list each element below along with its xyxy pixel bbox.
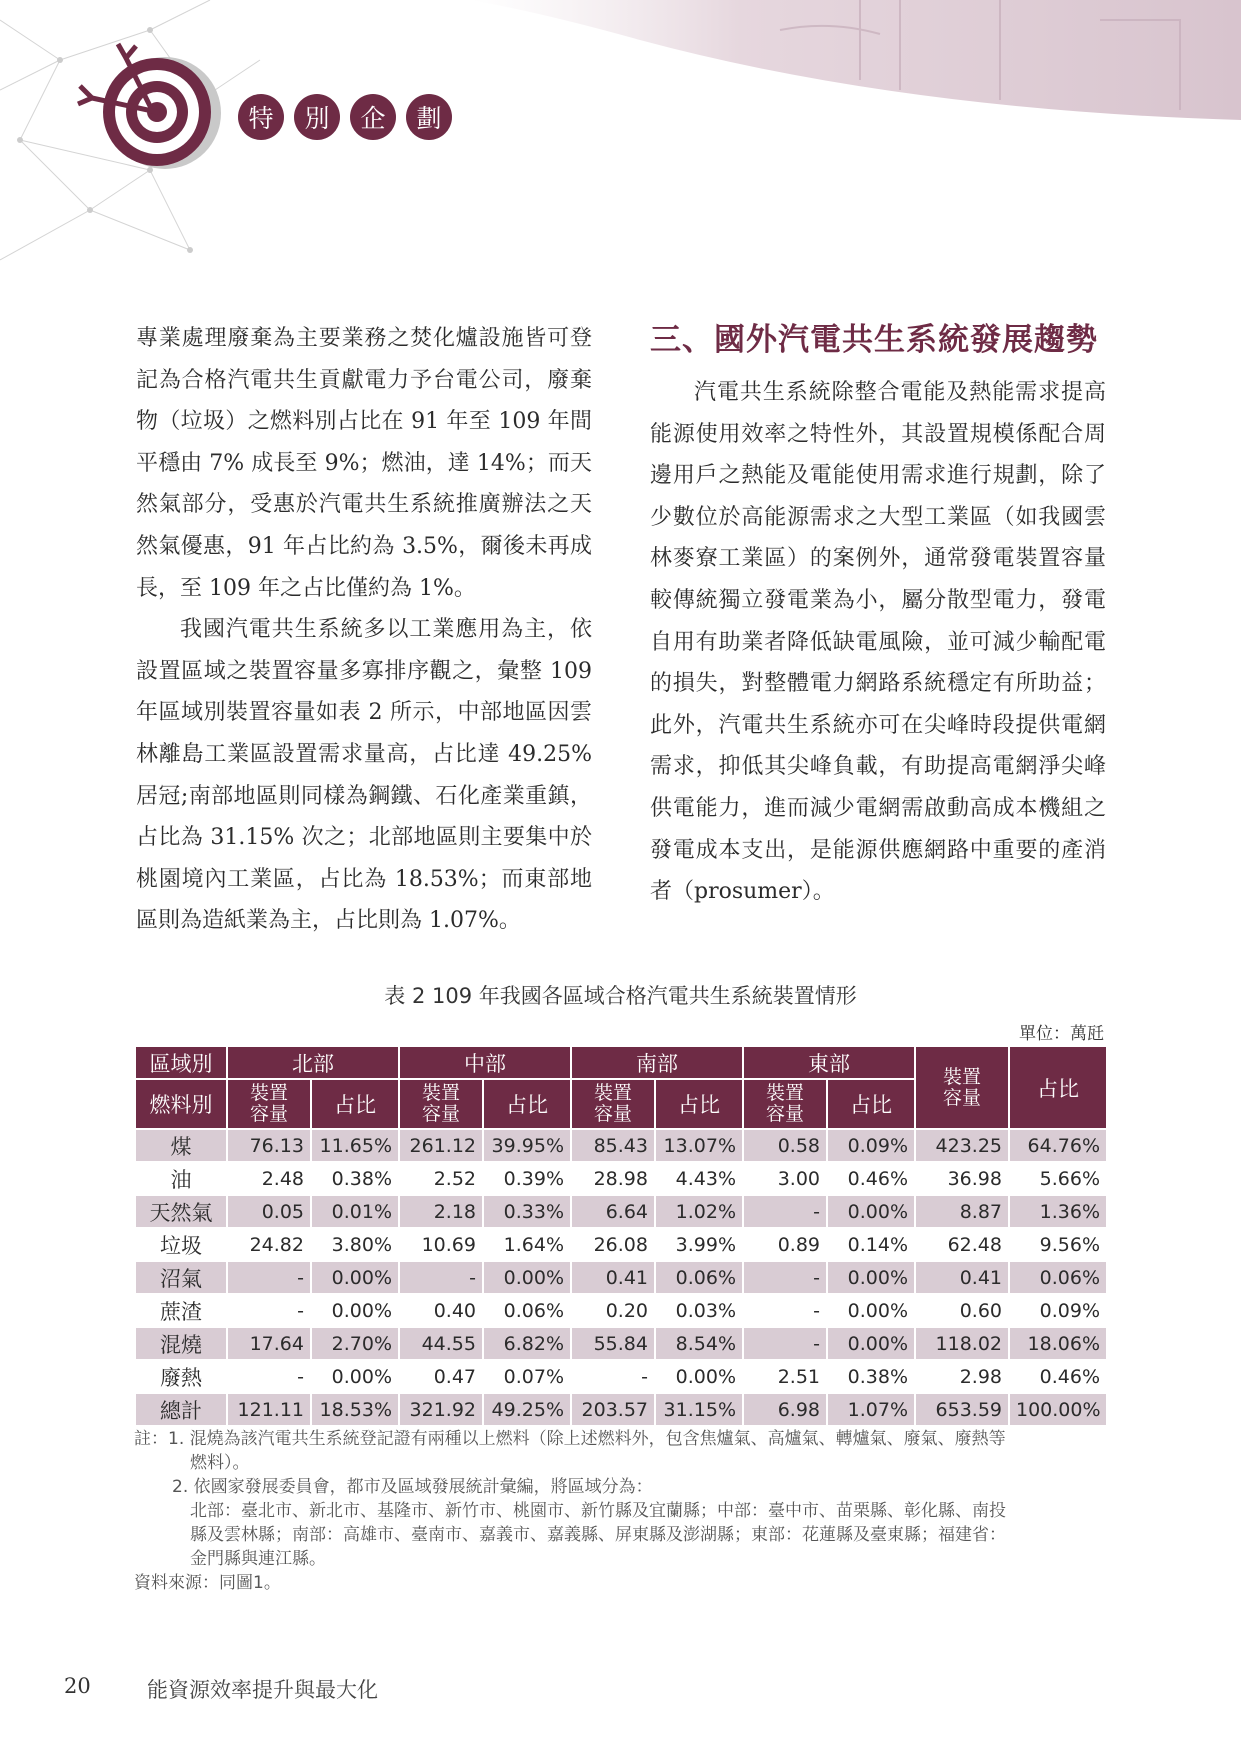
- share-cell: 1.64%: [483, 1228, 571, 1261]
- share-header: 占比: [311, 1079, 399, 1129]
- capacity-cell: 85.43: [571, 1129, 655, 1162]
- share-cell: 0.14%: [827, 1228, 915, 1261]
- capacity-cell: 24.82: [227, 1228, 311, 1261]
- share-cell: 0.06%: [483, 1294, 571, 1327]
- share-cell: 0.00%: [827, 1261, 915, 1294]
- share-cell: 0.03%: [655, 1294, 743, 1327]
- target-icon: [78, 44, 221, 169]
- capacity-cell: 17.64: [227, 1327, 311, 1360]
- share-cell: 0.00%: [655, 1360, 743, 1393]
- share-cell: 100.00%: [1009, 1393, 1107, 1426]
- header-image-band: [470, 0, 1241, 120]
- share-cell: 1.02%: [655, 1195, 743, 1228]
- capacity-cell: -: [743, 1261, 827, 1294]
- right-column: [650, 318, 1106, 913]
- share-header: 占比: [827, 1079, 915, 1129]
- data-table: [134, 1045, 1108, 1427]
- share-cell: 0.00%: [483, 1261, 571, 1294]
- share-cell: 1.36%: [1009, 1195, 1107, 1228]
- capacity-cell: 6.64: [571, 1195, 655, 1228]
- share-cell: 0.39%: [483, 1162, 571, 1195]
- capacity-cell: 0.20: [571, 1294, 655, 1327]
- capacity-cell: 2.52: [399, 1162, 483, 1195]
- share-cell: 18.06%: [1009, 1327, 1107, 1360]
- capacity-cell: 76.13: [227, 1129, 311, 1162]
- share-cell: 0.33%: [483, 1195, 571, 1228]
- share-cell: 4.43%: [655, 1162, 743, 1195]
- capacity-cell: 0.89: [743, 1228, 827, 1261]
- total-capacity-header: 裝置 容量: [915, 1046, 1009, 1129]
- share-cell: 0.00%: [311, 1360, 399, 1393]
- capacity-header: 裝置 容量: [571, 1079, 655, 1129]
- capacity-cell: -: [227, 1294, 311, 1327]
- capacity-cell: 321.92: [399, 1393, 483, 1426]
- capacity-cell: -: [227, 1360, 311, 1393]
- table-unit: 單位：萬瓩: [1019, 1024, 1104, 1044]
- total-share-header: 占比: [1009, 1046, 1107, 1129]
- section-char-4: 劃: [406, 94, 452, 140]
- table-row: [135, 1393, 1107, 1426]
- share-cell: 8.54%: [655, 1327, 743, 1360]
- section-label: [238, 94, 452, 140]
- capacity-cell: 0.60: [915, 1294, 1009, 1327]
- fuel-label: 廢熱: [135, 1360, 227, 1393]
- capacity-cell: 55.84: [571, 1327, 655, 1360]
- capacity-cell: 653.59: [915, 1393, 1009, 1426]
- share-cell: 0.38%: [827, 1360, 915, 1393]
- share-cell: 0.38%: [311, 1162, 399, 1195]
- table-row: [135, 1327, 1107, 1360]
- capacity-cell: 28.98: [571, 1162, 655, 1195]
- share-cell: 0.09%: [827, 1129, 915, 1162]
- fuel-label: 總計: [135, 1393, 227, 1426]
- share-cell: 18.53%: [311, 1393, 399, 1426]
- region-header: 中部: [399, 1046, 571, 1079]
- share-cell: 0.06%: [655, 1261, 743, 1294]
- note-line: 北部：臺北市、新北市、基隆市、新竹市、桃園市、新竹縣及宜蘭縣；中部：臺中市、苗栗縣、彰化縣、南投: [190, 1501, 1006, 1521]
- fuel-label: 沼氣: [135, 1261, 227, 1294]
- corner-bottom: 燃料別: [135, 1079, 227, 1129]
- capacity-cell: 8.87: [915, 1195, 1009, 1228]
- region-header: 北部: [227, 1046, 399, 1079]
- share-cell: 0.07%: [483, 1360, 571, 1393]
- fuel-label: 油: [135, 1162, 227, 1195]
- region-header: 南部: [571, 1046, 743, 1079]
- table-row: [135, 1228, 1107, 1261]
- share-cell: 1.07%: [827, 1393, 915, 1426]
- share-cell: 39.95%: [483, 1129, 571, 1162]
- fuel-label: 混燒: [135, 1327, 227, 1360]
- region-header: 東部: [743, 1046, 915, 1079]
- table-notes: [134, 1427, 1109, 1595]
- table-row: [135, 1261, 1107, 1294]
- paragraph: 專業處理廢棄為主要業務之焚化爐設施皆可登記為合格汽電共生貢獻電力予台電公司，廢棄物（垃圾）之燃料別占比在 91 年至 109 年間平穩由 7% 成長至 9%；燃油，達 14%；而天然氣部分，受惠於汽電共生系統推廣辦法之天然氣優惠，91 年占比約為 3.5%，爾後未再成長，至 109 年之占比僅約為 1%。: [136, 326, 592, 601]
- share-cell: 0.46%: [827, 1162, 915, 1195]
- capacity-cell: 261.12: [399, 1129, 483, 1162]
- share-cell: 0.00%: [827, 1327, 915, 1360]
- capacity-cell: 121.11: [227, 1393, 311, 1426]
- capacity-cell: 6.98: [743, 1393, 827, 1426]
- capacity-cell: 3.00: [743, 1162, 827, 1195]
- capacity-cell: -: [743, 1195, 827, 1228]
- note-line: 2. 依國家發展委員會，都市及區域發展統計彙編，將區域分為：: [172, 1477, 653, 1497]
- capacity-header: 裝置 容量: [743, 1079, 827, 1129]
- share-cell: 2.70%: [311, 1327, 399, 1360]
- share-cell: 3.80%: [311, 1228, 399, 1261]
- note-line: 金門縣與連江縣。: [190, 1549, 326, 1569]
- share-cell: 6.82%: [483, 1327, 571, 1360]
- capacity-cell: 2.51: [743, 1360, 827, 1393]
- header-artwork: [0, 0, 1241, 290]
- share-cell: 13.07%: [655, 1129, 743, 1162]
- capacity-cell: -: [743, 1327, 827, 1360]
- capacity-cell: 26.08: [571, 1228, 655, 1261]
- capacity-cell: 0.41: [915, 1261, 1009, 1294]
- note-line: 縣及雲林縣；南部：高雄市、臺南市、嘉義市、嘉義縣、屏東縣及澎湖縣；東部：花蓮縣及臺東縣；福建省：: [190, 1525, 1006, 1545]
- table-row: [135, 1360, 1107, 1393]
- table-row: [135, 1195, 1107, 1228]
- capacity-cell: 10.69: [399, 1228, 483, 1261]
- share-cell: 0.46%: [1009, 1360, 1107, 1393]
- capacity-cell: 2.48: [227, 1162, 311, 1195]
- footer-title: 能資源效率提升與最大化: [147, 1678, 378, 1702]
- capacity-cell: 0.40: [399, 1294, 483, 1327]
- share-cell: 9.56%: [1009, 1228, 1107, 1261]
- note-line: 燃料）。: [190, 1453, 250, 1473]
- section-char-2: 別: [294, 94, 340, 140]
- table-row: [135, 1162, 1107, 1195]
- capacity-cell: 423.25: [915, 1129, 1009, 1162]
- left-column: [136, 318, 592, 942]
- table-row: [135, 1294, 1107, 1327]
- share-cell: 3.99%: [655, 1228, 743, 1261]
- share-cell: 5.66%: [1009, 1162, 1107, 1195]
- share-cell: 0.00%: [827, 1195, 915, 1228]
- capacity-header: 裝置 容量: [399, 1079, 483, 1129]
- capacity-cell: -: [399, 1261, 483, 1294]
- corner-top: 區域別: [135, 1046, 227, 1079]
- capacity-cell: -: [571, 1360, 655, 1393]
- capacity-cell: 0.05: [227, 1195, 311, 1228]
- paragraph: 汽電共生系統除整合電能及熱能需求提高能源使用效率之特性外，其設置規模係配合周邊用戶之熱能及電能使用需求進行規劃，除了少數位於高能源需求之大型工業區（如我國雲林麥寮工業區）的案例外，通常發電裝置容量較傳統獨立發電業為小，屬分散型電力，發電自用有助業者降低缺電風險，並可減少輸配電的損失，對整體電力網路系統穩定有所助益；此外，汽電共生系統亦可在尖峰時段提供電網需求，抑低其尖峰負載，有助提高電網淨尖峰供電能力，進而減少電網需啟動高成本機組之發電成本支出，是能源供應網路中重要的產消者（prosumer）。: [650, 380, 1106, 905]
- share-header: 占比: [655, 1079, 743, 1129]
- capacity-cell: -: [743, 1294, 827, 1327]
- share-cell: 64.76%: [1009, 1129, 1107, 1162]
- capacity-cell: 44.55: [399, 1327, 483, 1360]
- capacity-cell: -: [227, 1261, 311, 1294]
- section-char-1: 特: [238, 94, 284, 140]
- paragraph: 我國汽電共生系統多以工業應用為主，依設置區域之裝置容量多寡排序觀之，彙整 109 年區域別裝置容量如表 2 所示，中部地區因雲林離島工業區設置需求量高，占比達 49.25% 居冠;南部地區則同樣為鋼鐵、石化產業重鎮，占比為 31.15% 次之；北部地區則主要集中於桃園境內工業區，占比為 18.53%；而東部地區則為造紙業為主，占比則為 1.07%。: [136, 617, 592, 934]
- share-cell: 0.01%: [311, 1195, 399, 1228]
- fuel-label: 垃圾: [135, 1228, 227, 1261]
- share-cell: 11.65%: [311, 1129, 399, 1162]
- capacity-cell: 36.98: [915, 1162, 1009, 1195]
- table-title: 表 2 109 年我國各區域合格汽電共生系統裝置情形: [384, 984, 857, 1008]
- data-source: 資料來源：同圖1。: [134, 1573, 281, 1593]
- capacity-cell: 0.41: [571, 1261, 655, 1294]
- share-cell: 0.09%: [1009, 1294, 1107, 1327]
- share-cell: 0.00%: [311, 1294, 399, 1327]
- share-cell: 31.15%: [655, 1393, 743, 1426]
- capacity-cell: 0.58: [743, 1129, 827, 1162]
- table-row: [135, 1129, 1107, 1162]
- share-cell: 0.00%: [311, 1261, 399, 1294]
- share-header: 占比: [483, 1079, 571, 1129]
- page-number: 20: [64, 1674, 91, 1698]
- share-cell: 0.06%: [1009, 1261, 1107, 1294]
- capacity-cell: 118.02: [915, 1327, 1009, 1360]
- capacity-header: 裝置 容量: [227, 1079, 311, 1129]
- fuel-label: 天然氣: [135, 1195, 227, 1228]
- capacity-cell: 2.98: [915, 1360, 1009, 1393]
- fuel-label: 蔗渣: [135, 1294, 227, 1327]
- section-title: 三、國外汽電共生系統發展趨勢: [650, 322, 1098, 358]
- capacity-cell: 62.48: [915, 1228, 1009, 1261]
- capacity-cell: 2.18: [399, 1195, 483, 1228]
- capacity-cell: 203.57: [571, 1393, 655, 1426]
- share-cell: 0.00%: [827, 1294, 915, 1327]
- section-char-3: 企: [350, 94, 396, 140]
- share-cell: 49.25%: [483, 1393, 571, 1426]
- note-line: 註：1. 混燒為該汽電共生系統登記證有兩種以上燃料（除上述燃料外，包含焦爐氣、高爐氣、轉爐氣、廢氣、廢熱等: [134, 1429, 1006, 1449]
- fuel-label: 煤: [135, 1129, 227, 1162]
- capacity-cell: 0.47: [399, 1360, 483, 1393]
